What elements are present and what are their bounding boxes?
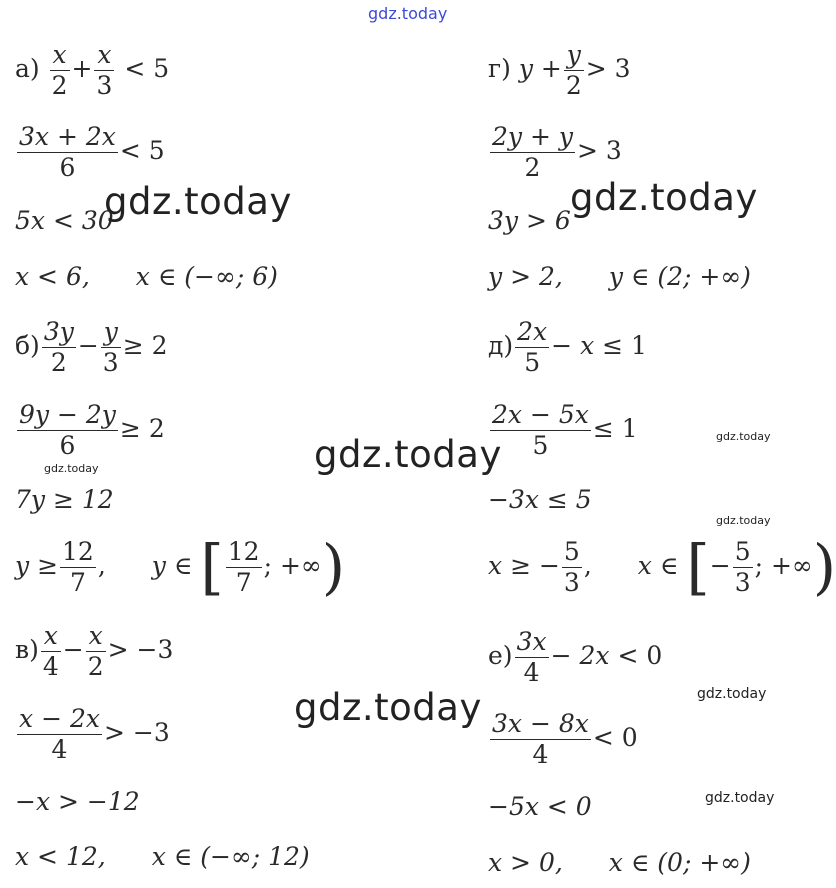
- problem-d-step2: −3x ≤ 5: [488, 485, 592, 514]
- problem-d-step1: $\frac{2x - 5x}{5}$ ≤ 1: [492, 400, 638, 460]
- problem-a-answer: x < 6, x ∈ (−∞; 6): [15, 262, 278, 291]
- fraction: $\frac{5}{3}$: [563, 537, 580, 597]
- fraction: $\frac{2x}{5}$: [517, 317, 548, 377]
- fraction: $\frac{3x - 8x}{4}$: [492, 709, 589, 769]
- problem-d-answer: x ≥ − $\frac{5}{3}$ , x ∈ [− $\frac{5}{3}$ ; +∞): [488, 532, 836, 603]
- problem-b-statement: б) $\frac{3y}{2}$ − $\frac{y}{3}$ ≥ 2: [15, 317, 168, 377]
- fraction: $\frac{x}{2}$: [51, 40, 68, 100]
- problem-e-statement: е) $\frac{3x}{4}$ − 2x < 0: [488, 627, 663, 687]
- watermark: gdz.today: [314, 433, 502, 476]
- problem-v-step1: $\frac{x - 2x}{4}$ > −3: [19, 704, 170, 764]
- problem-b-step2: 7y ≥ 12: [15, 485, 114, 514]
- watermark: gdz.today: [44, 462, 99, 475]
- label-g: г): [488, 54, 511, 83]
- watermark: gdz.today: [570, 176, 758, 219]
- problem-e-answer: x > 0, x ∈ (0; +∞): [488, 848, 751, 877]
- problem-v-step2: −x > −12: [15, 787, 140, 816]
- problem-e-step1: $\frac{3x - 8x}{4}$ < 0: [492, 709, 638, 769]
- fraction: $\frac{y}{3}$: [102, 317, 119, 377]
- fraction: $\frac{3x + 2x}{6}$: [19, 122, 116, 182]
- fraction: $\frac{3x}{4}$: [516, 627, 547, 687]
- problem-d-statement: д) $\frac{2x}{5}$ − x ≤ 1: [488, 317, 647, 377]
- fraction: $\frac{12}{7}$: [62, 537, 94, 597]
- problem-b-answer: y ≥ $\frac{12}{7}$ , y ∈ [ $\frac{12}{7}$ ; +∞): [15, 532, 346, 603]
- problem-g-step2: 3y > 6: [488, 206, 571, 235]
- problem-e-step2: −5x < 0: [488, 792, 592, 821]
- label-d: д): [488, 331, 514, 360]
- problem-g-statement: г) y + $\frac{y}{2}$ > 3: [488, 40, 631, 100]
- problem-a-statement: а) $\frac{x}{2}$ + $\frac{x}{3}$ < 5: [15, 40, 170, 100]
- watermark: gdz.today: [716, 430, 771, 443]
- fraction: $\frac{12}{7}$: [227, 537, 260, 597]
- watermark: gdz.today: [294, 686, 482, 729]
- watermark: gdz.today: [697, 686, 767, 702]
- watermark: gdz.today: [716, 514, 771, 527]
- fraction: $\frac{x}{3}$: [96, 40, 113, 100]
- fraction: $\frac{x - 2x}{4}$: [19, 704, 100, 764]
- fraction: $\frac{5}{3}$: [734, 537, 751, 597]
- problem-a-step2: 5x < 30: [15, 206, 114, 235]
- watermark-top: gdz.today: [368, 4, 448, 23]
- label-v: в): [15, 635, 39, 664]
- problem-v-statement: в) $\frac{x}{4}$ − $\frac{x}{2}$ > −3: [15, 621, 174, 681]
- problem-b-step1: $\frac{9y - 2y}{6}$ ≥ 2: [19, 400, 165, 460]
- fraction: $\frac{x}{2}$: [87, 621, 104, 681]
- problem-g-answer: y > 2, y ∈ (2; +∞): [488, 262, 751, 291]
- fraction: $\frac{3y}{2}$: [43, 317, 74, 377]
- label-a: а): [15, 54, 40, 83]
- fraction: $\frac{2x - 5x}{5}$: [492, 400, 589, 460]
- label-b: б): [15, 331, 40, 360]
- label-e: е): [488, 641, 513, 670]
- fraction: $\frac{y}{2}$: [565, 40, 582, 100]
- watermark: gdz.today: [705, 790, 775, 806]
- problem-v-answer: x < 12, x ∈ (−∞; 12): [15, 842, 310, 871]
- fraction: $\frac{x}{4}$: [42, 621, 59, 681]
- fraction: $\frac{2y + y}{2}$: [492, 122, 574, 182]
- watermark: gdz.today: [104, 180, 292, 223]
- fraction: $\frac{9y - 2y}{6}$: [19, 400, 116, 460]
- problem-g-step1: $\frac{2y + y}{2}$ > 3: [492, 122, 622, 182]
- problem-a-step1: $\frac{3x + 2x}{6}$ < 5: [19, 122, 165, 182]
